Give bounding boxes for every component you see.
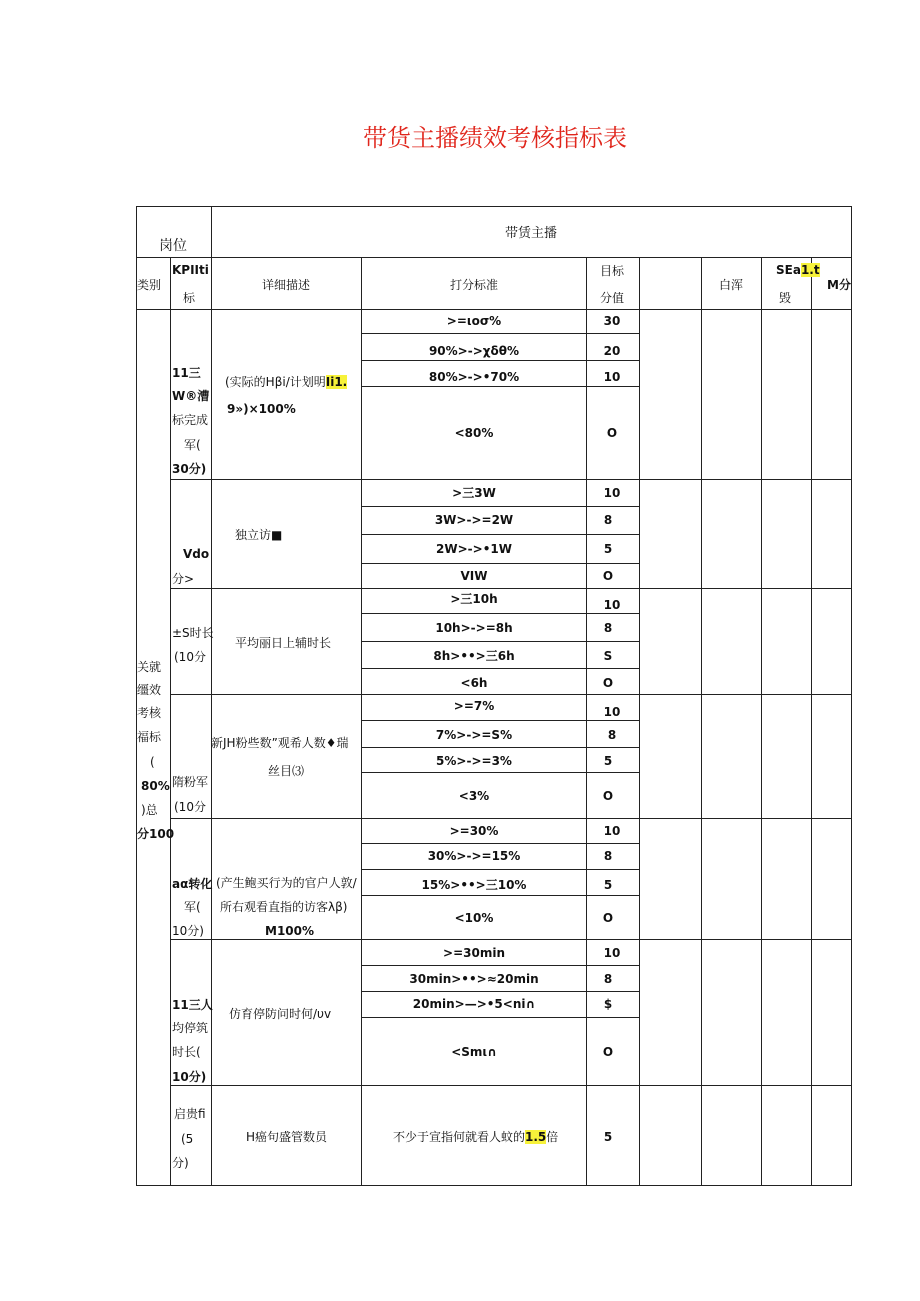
- score-value: O: [602, 789, 614, 803]
- kpi-description-line3: M100%: [265, 924, 315, 938]
- kpi-name: 启贵fi: [174, 1107, 206, 1121]
- kpi-name: Vdo: [183, 547, 210, 561]
- kpi-name: (5: [181, 1132, 194, 1146]
- score-value: 5: [603, 754, 613, 768]
- score-value: 8: [603, 972, 613, 986]
- score-standard: 8h>••>三6h: [433, 649, 515, 663]
- kpi-description-line2: 所右观看直指的访客λβ): [220, 900, 348, 914]
- kpi-name: 时长(: [172, 1045, 201, 1059]
- kpi-name: 30分): [172, 462, 207, 476]
- score-standard: 20min>—>•5<ni∩: [412, 997, 536, 1011]
- score-standard: <Smι∩: [451, 1045, 497, 1059]
- category-line: (: [150, 755, 155, 769]
- score-standard: >三10h: [450, 592, 498, 606]
- score-value: 8: [603, 513, 613, 527]
- score-standard: <80%: [454, 426, 494, 440]
- kpi-description: 新JH粉些数”观希人数♦瑞: [211, 736, 349, 750]
- header-target-line2: 分值: [599, 291, 625, 305]
- score-standard: >=30%: [449, 824, 499, 838]
- score-value: 8: [603, 621, 613, 635]
- score-value: 8: [603, 849, 613, 863]
- score-standard: 80%>->•70%: [428, 370, 520, 384]
- category-line: 福标: [137, 730, 162, 744]
- score-standard: 30min>••>≈20min: [409, 972, 539, 986]
- highlight-mark: Ii1.: [325, 375, 348, 389]
- score-standard: 7%>->=S%: [435, 728, 513, 742]
- kpi-name: 隋粉军: [172, 775, 209, 789]
- header-sea-line2: 毁: [779, 291, 792, 305]
- score-standard: 10h>->=8h: [435, 621, 513, 635]
- kpi-name: 11三: [172, 366, 201, 380]
- score-standard: 3W>->=2W: [434, 513, 514, 527]
- document-title: 带货主播绩效考核指标表: [363, 124, 627, 152]
- kpi-description: 仿育停防问时何/υv: [229, 1007, 332, 1021]
- category-line: )总: [141, 803, 158, 817]
- category-line: 分100: [137, 827, 175, 841]
- score-value: 10: [603, 946, 621, 960]
- score-value: 20: [603, 344, 621, 358]
- score-standard: >=ιoσ%: [446, 314, 502, 328]
- kpi-description: (产生鲍买行为的官户人敦/: [216, 876, 357, 890]
- kpi-description-line2: 丝目⑶: [268, 764, 305, 778]
- header-target-line1: 目标: [599, 264, 625, 278]
- kpi-description: 平均丽日上辅时长: [235, 636, 332, 650]
- score-value: 10: [603, 705, 621, 719]
- score-standard: >三3W: [452, 486, 496, 500]
- score-value: 8: [607, 728, 617, 742]
- kpi-name: ±S时长: [172, 626, 214, 640]
- header-sea-text: SEa: [776, 263, 801, 277]
- score-standard: 2W>->•1W: [436, 542, 512, 556]
- header-kpi-line1: KPIIti: [172, 263, 209, 277]
- kpi-description: 独立访■: [235, 528, 283, 542]
- score-value: 10: [603, 824, 621, 838]
- kpi-name: W®漕: [172, 389, 210, 403]
- score-value: O: [602, 911, 614, 925]
- score-value: 5: [603, 878, 613, 892]
- header-m-score: M分: [827, 278, 851, 292]
- score-standard: 30%>->=15%: [427, 849, 521, 863]
- kpi-name: 军(: [184, 438, 201, 452]
- score-standard: 15%>••>三10%: [421, 878, 527, 892]
- category-line: 80%: [141, 779, 170, 793]
- score-value: O: [602, 676, 614, 690]
- kpi-description-text: (实际的Hβi/计划明: [225, 375, 326, 389]
- kpi-description: [225, 376, 347, 388]
- category-line: 关就: [137, 660, 162, 674]
- kpi-name: 军(: [184, 900, 201, 914]
- score-standard: >=7%: [453, 699, 495, 713]
- score-value: O: [606, 426, 618, 440]
- score-value: O: [602, 1045, 614, 1059]
- kpi-description: H癌句盛管数员: [246, 1130, 328, 1144]
- highlight-mark: 1.5: [525, 1130, 547, 1144]
- score-standard: <10%: [454, 911, 494, 925]
- score-value: 10: [603, 370, 621, 384]
- header-gangwei: 岗位: [159, 238, 187, 254]
- score-value: S: [603, 649, 613, 663]
- kpi-name: 分): [172, 1156, 189, 1170]
- score-standard-suffix: 倍: [546, 1130, 559, 1144]
- kpi-name: (10分: [174, 800, 206, 814]
- header-sea-highlight: 1.t: [800, 263, 820, 277]
- header-position: 带赁主播: [504, 226, 558, 241]
- header-standard: 打分标准: [449, 278, 499, 292]
- score-value: 5: [603, 1130, 613, 1144]
- header-self: 白浑: [718, 278, 744, 292]
- score-value: 10: [603, 598, 621, 612]
- category-line: 缰效: [137, 683, 162, 697]
- score-standard: [393, 1131, 558, 1143]
- kpi-name: 均停筑: [172, 1021, 209, 1035]
- score-standard-text: 不少于宣指何就看人蚊的: [393, 1130, 526, 1144]
- category-line: 考核: [137, 706, 162, 720]
- score-standard: <3%: [458, 789, 490, 803]
- score-standard: >=30min: [443, 946, 505, 960]
- kpi-name: aα转化: [172, 877, 213, 891]
- kpi-name: 10分): [172, 924, 204, 938]
- score-value: 10: [603, 486, 621, 500]
- kpi-name: 10分): [172, 1070, 207, 1084]
- header-category: 类别: [137, 278, 162, 292]
- kpi-name: 分>: [172, 572, 195, 586]
- header-detail: 详细描述: [261, 278, 311, 292]
- score-standard: <6h: [460, 676, 488, 690]
- kpi-name: 11三人: [172, 998, 213, 1012]
- score-value: $: [603, 997, 613, 1011]
- kpi-name: (10分: [174, 650, 206, 664]
- score-value: O: [602, 569, 614, 583]
- score-standard: 5%>->=3%: [436, 754, 512, 768]
- score-value: 5: [603, 542, 613, 556]
- header-kpi-line2: 标: [183, 291, 196, 305]
- kpi-name: 标完成: [172, 413, 209, 427]
- kpi-description-line2: 9»)×100%: [227, 402, 296, 416]
- header-sea-line1: [776, 264, 820, 276]
- score-standard: 90%>->χδθ%: [428, 344, 520, 358]
- score-standard: VIW: [460, 569, 488, 583]
- score-value: 30: [603, 314, 621, 328]
